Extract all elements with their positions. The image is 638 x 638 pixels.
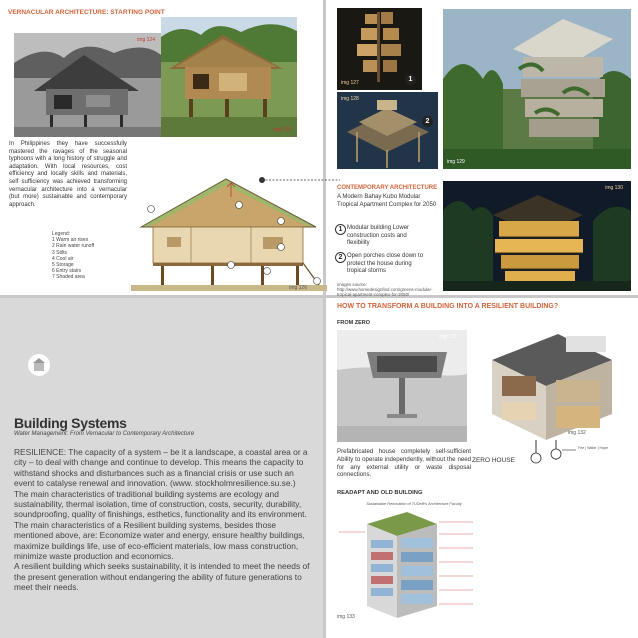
resilience-text-block (14, 447, 315, 593)
vernacular-heading: VERNACULAR ARCHITECTURE: STARTING POINT (8, 9, 165, 16)
facade-renovation-diagram (337, 500, 475, 624)
legend (52, 231, 132, 281)
contemporary-heading: CONTEMPORARY ARCHITECTURE (337, 185, 438, 191)
legend-item: 6 Entry stairs (52, 268, 82, 275)
legend-item: 1 Warm air rises (52, 237, 89, 244)
zero-house-label: ZERO HOUSE (472, 457, 515, 464)
horizontal-divider (0, 295, 638, 298)
contemporary-subtitle: A Modern Bahay Kubo Modular Tropical Apartment Complex for 2050 (337, 194, 437, 208)
resilient-characteristics: The main characteristics of a Resilient building systems, besides those mentioned above, are: Economize water and energy, ensure healthy buildings, maximize buildings life, use of eco-efficient materials, low mass construction, minimize waste production and economics. (14, 519, 305, 562)
image-source: images source: http://www.homedesignfind.com/greens-modular-tropical-apartment-complex-for-2050/ (337, 282, 433, 298)
img-label-127: img 127 (341, 80, 359, 86)
vertical-divider (323, 0, 326, 638)
modular-tower-render (337, 8, 422, 90)
readapt-label: READAPT AND OLD BUILDING (337, 490, 423, 496)
hut-photo-color (161, 17, 297, 137)
resilience-definition: RESILIENCE: The capacity of a system – be it a landscape, a coastal area or a city – to deal with change and continue to develop. This means the capacity to withstand shocks and disturbances such as a financial crisis or use such an event to catalyse renewal and innovation. (www. stockholmresilience.su.se.) (14, 447, 308, 489)
prefab-description: Prefabricated house completely self-sufficient Ability to operate independently, without the need for any external utility or waste disposal connections. (337, 448, 471, 479)
img-label-133: img 133 (337, 614, 355, 620)
night-complex-render (443, 181, 631, 291)
modular-frame-render (337, 92, 438, 169)
img-label-130: img 130 (605, 185, 623, 191)
legend-item: 2 Rain water runoff (52, 243, 95, 250)
point-1-badge: 1 (335, 224, 346, 235)
zero-house-legend: Fire | Water | Hope (578, 446, 609, 450)
legend-item: 3 Stilts (52, 249, 68, 256)
img-label-125: img 125 (273, 127, 291, 133)
img-label-124: img 124 (137, 37, 155, 43)
section-logo (28, 354, 50, 376)
img-label-132: img 132 (568, 430, 586, 436)
hut-color-illustration (161, 17, 297, 137)
legend-item: 5 Storage (52, 262, 74, 269)
point-1-text: Modular building Lower construction costs and flexibility (347, 225, 410, 247)
prefab-house-svg (337, 330, 467, 442)
prefab-house-photo (337, 330, 467, 442)
apartment-complex-render (443, 9, 631, 169)
point-2-badge: 2 (335, 252, 346, 263)
legend-item: 7 Shaded area (52, 274, 85, 281)
apartment-render-svg (443, 9, 631, 169)
frame-render-svg (337, 92, 438, 169)
img-label-128: img 128 (341, 96, 359, 102)
hut-photo-bw (14, 33, 161, 137)
hut-bw-illustration (14, 33, 161, 137)
img-label-129: img 129 (447, 159, 465, 165)
section-drawing-svg (131, 177, 327, 291)
legend-item: 4 Cool air (52, 255, 74, 262)
from-zero-label: FROM ZERO (337, 320, 370, 326)
legend-title: Legend: (52, 231, 71, 237)
img-label-131: img 131 (439, 334, 457, 340)
building-systems-subtitle: Water Management: From Vernacular to Contemporary Architecture (14, 431, 195, 437)
vernacular-paragraph: In Philippines they have successfully mastered the ravages of the seasonal typhoons with a long history of struggle and adaptation. With local resources, cost efficiency and locally skills and materials, self sufficiency was achieved transforming vernacular architecture into a vernacular (but more) sustainable and contemporary approach. (9, 141, 127, 208)
point-2-text: Open porches close down to protect the house during tropical storms (347, 253, 424, 275)
img-label-126: img 126 (289, 285, 307, 291)
marker-2: 2 (422, 116, 433, 127)
zero-house-render (472, 330, 630, 466)
transform-heading: HOW TO TRANSFORM A BUILDING INTO A RESILIENT BUILDING? (337, 303, 559, 310)
facade-title: Sustainable Renovation of TUDelft's Architecture Faculty (366, 502, 462, 506)
building-icon (28, 354, 50, 376)
building-systems-title: Building Systems (14, 415, 127, 431)
hut-section-drawing (131, 177, 327, 291)
sustainability-statement: A resilient building which seeks sustainability, it is intended to meet the needs of the present generation without endangering the ability of future generations to meet their needs. (14, 561, 310, 593)
traditional-characteristics: The main characteristics of traditional building systems are ecology and sustainability, thermal isolation, time of construction, costs, security, durability, soundproofing, quality of finishings, esthetics, functionality and its environment. (14, 488, 307, 520)
facade-diagram-svg (337, 508, 475, 624)
night-render-svg (443, 181, 631, 291)
marker-1: 1 (405, 74, 416, 85)
